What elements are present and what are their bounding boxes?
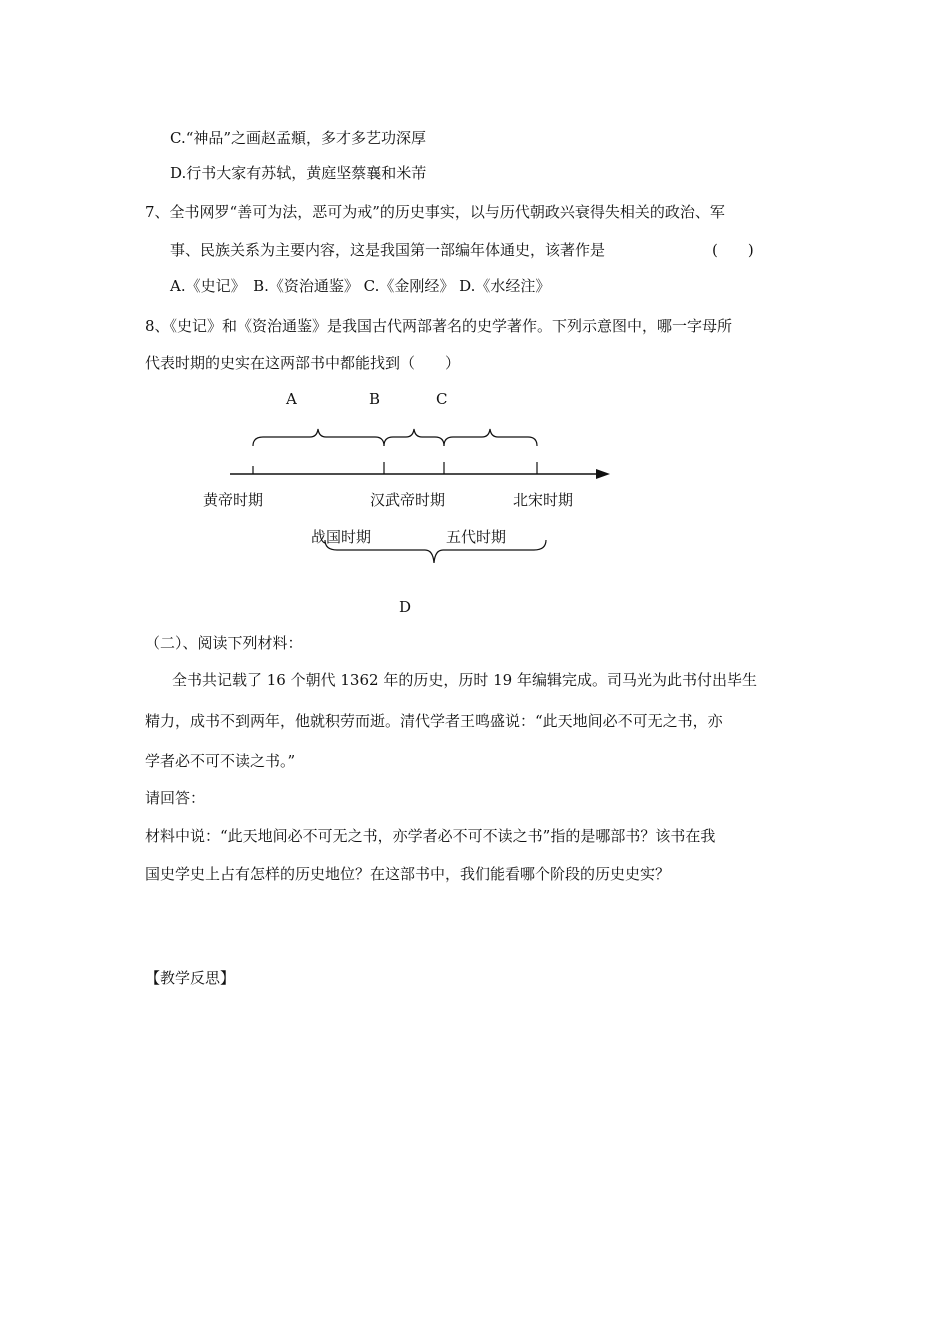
brace-b-label: B bbox=[369, 390, 381, 408]
beisong-label: 北宋时期 bbox=[513, 491, 574, 509]
brace-c-label: C bbox=[436, 390, 448, 408]
question-line-2: 国史学史上占有怎样的历史地位？在这部书中，我们能看哪个阶段的历史史实？ bbox=[145, 865, 671, 883]
zhanguo-label: 战国时期 bbox=[311, 528, 372, 546]
brace-d-label: D bbox=[399, 598, 412, 616]
teaching-reflection-heading: 【教学反思】 bbox=[145, 969, 236, 987]
question-7-line-2: 事、民族关系为主要内容，这是我国第一部编年体通史，该著作是 bbox=[170, 241, 606, 259]
material-line-3: 学者必不可不读之书。” bbox=[145, 752, 296, 770]
timeline-arrow-icon bbox=[596, 469, 610, 479]
question-7-options: A.《史记》 B.《资治通鉴》 C.《金刚经》 D.《水经注》 bbox=[170, 277, 551, 295]
material-line-2: 精力，成书不到两年，他就积劳而逝。清代学者王鸣盛说：“此天地间必不可无之书，亦 bbox=[145, 712, 723, 730]
option-6d: D.行书大家有苏轼，黄庭坚蔡襄和米芾 bbox=[170, 164, 427, 182]
question-7-answer-paren: ( ) bbox=[712, 241, 754, 259]
brace-c bbox=[444, 429, 537, 446]
huangdi-label: 黄帝时期 bbox=[203, 491, 264, 509]
wudai-label: 五代时期 bbox=[446, 528, 507, 546]
question-7-line-1: 7、全书网罗“善可为法，恶可为戒”的历史事实，以与历代朝政兴衰得失相关的政治、军 bbox=[145, 203, 725, 221]
brace-a bbox=[253, 429, 384, 446]
timeline-diagram bbox=[190, 380, 630, 620]
option-6c: C.“神品”之画赵孟頫，多才多艺功深厚 bbox=[170, 129, 427, 147]
question-8-line-2: 代表时期的史实在这两部书中都能找到（ ） bbox=[145, 354, 461, 372]
hanwudi-label: 汉武帝时期 bbox=[370, 491, 446, 509]
brace-a-label: A bbox=[286, 390, 297, 408]
section-2-heading: （二）、阅读下列材料： bbox=[145, 634, 303, 652]
question-8-line-1: 8、《史记》和《资治通鉴》是我国古代两部著名的史学著作。下列示意图中，哪一字母所 bbox=[145, 317, 733, 335]
material-line-1: 全书共记载了 16 个朝代 1362 年的历史，历时 19 年编辑完成。司马光为此书付出毕生 bbox=[172, 671, 757, 689]
brace-b bbox=[384, 429, 444, 446]
question-line-1: 材料中说：“此天地间必不可无之书，亦学者必不可不读之书”指的是哪部书？该书在我 bbox=[145, 827, 716, 845]
answer-prompt: 请回答： bbox=[145, 789, 206, 807]
